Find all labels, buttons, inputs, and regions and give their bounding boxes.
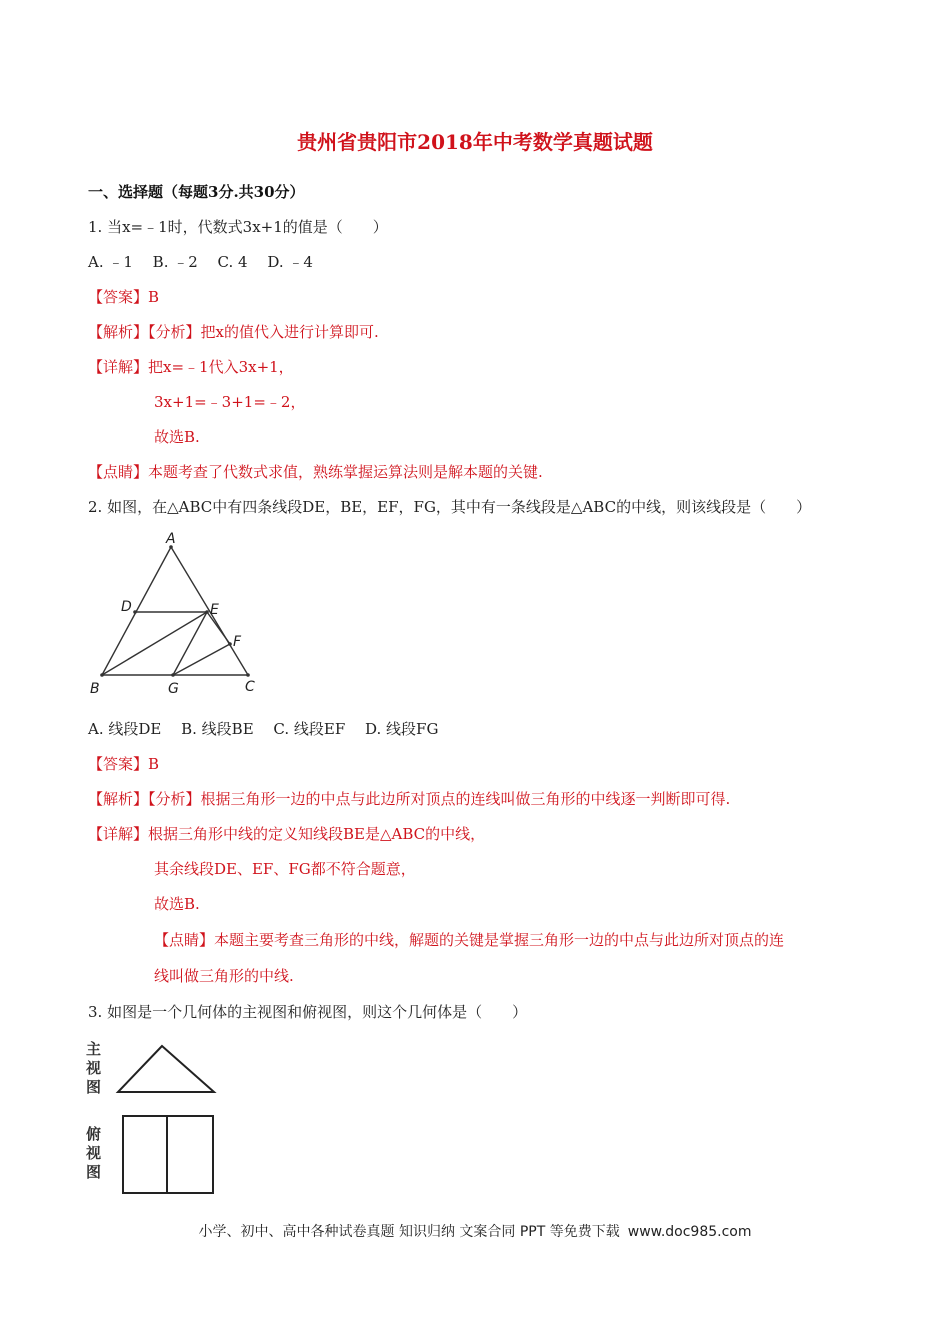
front-view-label-2: 视 <box>86 1059 102 1077</box>
q2-detail-1: 【详解】根据三角形中线的定义知线段BE是△ABC的中线， <box>88 825 486 843</box>
label-c: C <box>245 679 255 695</box>
front-view-triangle <box>118 1046 214 1092</box>
q1-stem: 1. 当x=﹣1时，代数式3x+1的值是（ ） <box>88 218 388 236</box>
top-view-label-3: 图 <box>86 1163 102 1181</box>
footer <box>0 1221 950 1241</box>
section-heading: 一、选择题（每题3分.共30分） <box>88 183 305 201</box>
q2-comment-1: 【点睛】本题主要考查三角形的中线，解题的关键是掌握三角形一边的中点与此边所对顶点的连 <box>154 931 785 949</box>
top-view-label-1: 俯 <box>86 1125 102 1143</box>
label-b: B <box>90 681 100 697</box>
page-title: 贵州省贵阳市2018年中考数学真题试题 <box>297 130 653 154</box>
front-view-label-1: 主 <box>86 1040 102 1058</box>
q1-comment: 【点睛】本题考查了代数式求值，熟练掌握运算法则是解本题的关键. <box>88 463 543 481</box>
label-g: G <box>168 681 179 697</box>
label-e: E <box>210 602 219 618</box>
q2-options: A. 线段DE B. 线段BE C. 线段EF D. 线段FG <box>88 720 439 738</box>
views-figure <box>82 1036 222 1201</box>
q1-detail-2: 3x+1=﹣3+1=﹣2， <box>154 393 306 411</box>
label-d: D <box>121 599 132 615</box>
top-view-label-2: 视 <box>86 1144 102 1162</box>
label-f: F <box>233 634 242 650</box>
triangle-figure <box>85 530 275 700</box>
q2-analysis: 【解析】【分析】根据三角形一边的中点与此边所对顶点的连线叫做三角形的中线逐一判断即可得. <box>88 790 731 808</box>
q1-answer: 【答案】B <box>88 288 160 306</box>
q2-answer: 【答案】B <box>88 755 160 773</box>
q2-comment-2: 线叫做三角形的中线. <box>154 967 294 985</box>
q1-detail-1: 【详解】把x=﹣1代入3x+1， <box>88 358 294 376</box>
q2-stem: 2. 如图，在△ABC中有四条线段DE，BE，EF，FG，其中有一条线段是△ABC的中线，则该线段是（ ） <box>88 498 812 516</box>
footer-url[interactable]: www.doc985.com <box>627 1224 752 1240</box>
label-a: A <box>166 531 176 547</box>
q1-options: A. ﹣1 B. ﹣2 C. 4 D. ﹣4 <box>88 253 313 271</box>
footer-text: 小学、初中、高中各种试卷真题 知识归纳 文案合同 PPT 等免费下载 <box>198 1224 620 1240</box>
front-view-label-3: 图 <box>86 1078 102 1096</box>
q2-detail-2: 其余线段DE、EF、FG都不符合题意， <box>154 860 416 878</box>
q3-stem: 3. 如图是一个几何体的主视图和俯视图，则这个几何体是（ ） <box>88 1003 528 1021</box>
q2-detail-3: 故选B. <box>154 895 200 913</box>
q1-analysis: 【解析】【分析】把x的值代入进行计算即可. <box>88 323 379 341</box>
q1-detail-3: 故选B. <box>154 428 200 446</box>
side-ab <box>102 547 171 675</box>
